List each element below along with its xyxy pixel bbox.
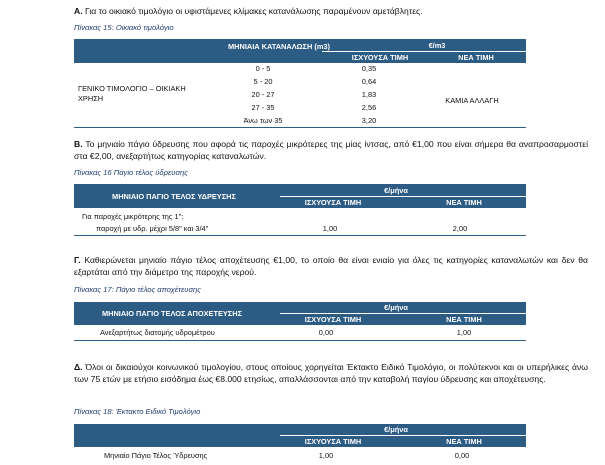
section-d-paragraph — [74, 362, 588, 385]
table-15-price-2: 0,64 — [361, 77, 377, 86]
table-16-header — [74, 184, 526, 208]
table-18-caption: Πίνακας 18: Έκτακτο Ειδικό Τιμολόγιο — [74, 407, 201, 416]
table-15-row-label: ΓΕΝΙΚΟ ΤΙΜΟΛΟΓΙΟ – ΟΙΚΙΑΚΗ ΧΡΗΣΗ — [78, 84, 186, 103]
table-17-bottom-rule — [74, 340, 526, 341]
table-16-header-divider — [280, 196, 526, 197]
table-16-new-value: 2,00 — [452, 224, 468, 233]
table-15-header — [74, 39, 526, 63]
section-c-text: Καθιερώνεται μηνιαίο πάγιο τέλος αποχέτευσης €1,00, το οποίο θα είναι ενιαίο για όλες τις κατηγορίες καταναλωτών και δεν θα εξαρτάται από την διάμετρο της παροχής νερού. — [74, 255, 588, 277]
section-c-paragraph — [74, 255, 588, 278]
table-17-caption: Πίνακας 17: Πάγιο τέλος αποχέτευσης — [74, 285, 201, 294]
table-18-col-current: ΙΣΧΥΟΥΣΑ ΤΙΜΗ — [304, 437, 362, 446]
table-15-range-5: Άνω των 35 — [243, 116, 283, 125]
table-17-label: Ανεξαρτήτως διατομής υδρομέτρου — [100, 328, 215, 337]
section-a-text: Για το οικιακό τιμολόγιο οι υφιστάμενες κλίμακες κατανάλωσης παραμένουν αμετάβλητες. — [84, 6, 423, 16]
table-15-range-3: 20 - 27 — [251, 90, 275, 99]
table-17-new-value: 1,00 — [456, 328, 472, 337]
table-15-price-3: 1,83 — [361, 90, 377, 99]
table-17-col-label: ΜΗΝΙΑΙΟ ΠΑΓΙΟ ΤΕΛΟΣ ΑΠΟΧΕΤΕΥΣΗΣ — [101, 309, 243, 318]
table-15-price-5: 3,20 — [361, 116, 377, 125]
section-d-letter: Δ. — [74, 362, 83, 372]
section-a-paragraph — [74, 6, 588, 18]
table-18-header — [74, 424, 526, 447]
table-18-label: Μηνιαίο Πάγιο Τέλος Ύδρευσης — [104, 451, 208, 460]
table-17-current-value: 0,00 — [318, 328, 334, 337]
section-b-letter: Β. — [74, 139, 83, 149]
table-16-bottom-rule — [74, 235, 526, 236]
table-16-label-line-1: Για παροχές μικρότερης της 1": — [82, 212, 184, 221]
table-15-col-consumption: ΜΗΝΙΑΙΑ ΚΑΤΑΝΑΛΩΣΗ (m3) — [228, 42, 330, 51]
table-15-price-4: 2,56 — [361, 103, 377, 112]
table-15-caption: Πίνακας 15: Οικιακό τιμολόγιο — [74, 23, 174, 32]
table-15-col-current: ΙΣΧΥΟΥΣΑ ΤΙΜΗ — [351, 53, 409, 62]
table-15-new-price: ΚΑΜΙΑ ΑΛΛΑΓΗ — [445, 96, 499, 105]
section-a-letter: Α. — [74, 6, 83, 16]
section-b-paragraph — [74, 139, 588, 162]
table-16-col-new: ΝΕΑ ΤΙΜΗ — [446, 198, 482, 207]
table-15-bottom-rule — [74, 127, 526, 128]
table-18-new-value: 0,00 — [454, 451, 470, 460]
table-15-header-divider — [322, 51, 526, 52]
table-16-caption: Πίνακας 16 Πάγιο τέλος ύδρευσης — [74, 168, 188, 177]
table-17-col-group: €/μήνα — [384, 303, 408, 312]
table-16-current-value: 1,00 — [322, 224, 338, 233]
table-15-col-new: ΝΕΑ ΤΙΜΗ — [458, 53, 494, 62]
section-c-letter: Γ. — [74, 255, 81, 265]
table-16-col-group: €/μήνα — [384, 186, 408, 195]
table-18-col-group: €/μήνα — [384, 425, 408, 434]
table-17-col-current: ΙΣΧΥΟΥΣΑ ΤΙΜΗ — [304, 315, 362, 324]
table-15-range-4: 27 - 35 — [251, 103, 275, 112]
table-15-range-1: 0 - 5 — [255, 64, 271, 73]
table-15-price-1: 0,35 — [361, 64, 377, 73]
table-18-col-new: ΝΕΑ ΤΙΜΗ — [446, 437, 482, 446]
table-18-header-divider — [280, 435, 526, 436]
table-15-range-2: 5 - 20 — [253, 77, 273, 86]
table-18-current-value: 1,00 — [318, 451, 334, 460]
table-17-header-divider — [280, 313, 526, 314]
table-17-col-new: ΝΕΑ ΤΙΜΗ — [446, 315, 482, 324]
table-17-header — [74, 302, 526, 325]
table-16-label-line-2: παροχή με υδρ. μέχρι 5/8" και 3/4" — [96, 224, 209, 233]
section-d-text: Όλοι οι δικαιούχοι κοινωνικού τιμολογίου, στους οποίους χορηγείται Έκτακτο Ειδικό Τιμολόγιο, οι πολύτεκνοι και οι υπερήλικες άνω των 75 ετών με ετήσιο εισόδημα έως €8.000 ετησίως, απαλλάσσονται από την καταβολή παγίου ύδρευσης και αποχέτευσης. — [74, 362, 589, 384]
table-16-col-current: ΙΣΧΥΟΥΣΑ ΤΙΜΗ — [304, 198, 362, 207]
table-15-col-group: €/m3 — [428, 41, 446, 50]
section-b-text: Το μηνιαίο πάγιο ύδρευσης που αφορά τις παροχές μικρότερες της μίας ίντσας, από €1,00 που είναι σήμερα θα αναπροσαρμοστεί στα €2,00, ανεξαρτήτως κατηγορίας καταναλωτών. — [74, 139, 588, 161]
table-16-col-label: ΜΗΝΙΑΙΟ ΠΑΓΙΟ ΤΕΛΟΣ ΥΔΡΕΥΣΗΣ — [112, 192, 236, 201]
